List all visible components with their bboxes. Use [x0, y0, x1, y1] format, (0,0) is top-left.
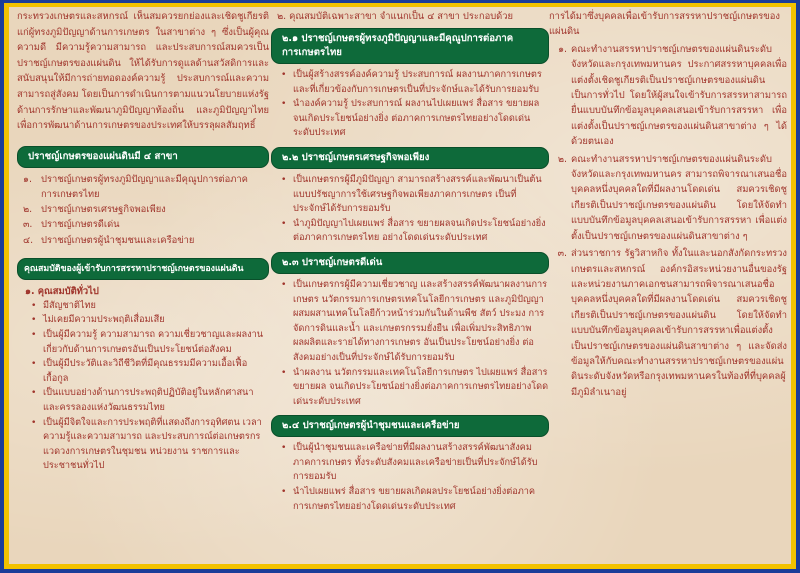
list-item: ๒. ปราชญ์เกษตรเศรษฐกิจพอเพียง	[23, 204, 166, 216]
branch-3-items	[271, 278, 549, 409]
brochure-page	[9, 7, 791, 564]
list-item: • เป็นเกษตรกรผู้มีความเชี่ยวชาญ และสร้างสรรค์พัฒนาผลงานการเกษตร นวัตกรรมการเกษตรเทคโนโลยีการเกษตร และภูมิปัญญาผสมผสานเทคโนโลยีก้าวหน้าร่วมกันในด้านพืช สัตว์ ประมง การจัดการดินและน้ำ และเกษตรกรรมยั่งยืน เพื่อเพิ่มประสิทธิภาพผลผลิตและรายได้ทางการเกษตร อันเป็นประโยชน์อย่างยิ่ง ต่อสังคมอย่างเป็นที่ประจักษ์ได้รับการยอมรับ	[281, 278, 548, 363]
branch-1-title: ๒.๑ ปราชญ์เกษตรผู้ทรงภูมิปัญญาและมีคุณูปการต่อภาคการเกษตรไทย	[271, 28, 549, 64]
general-qualifications-heading: ๑. คุณสมบัติทั่วไป	[25, 285, 99, 297]
list-item: • เป็นผู้มีจิตใจและการประพฤติที่แสดงถึงการอุทิศตน เวลา ความรู้และความสามารถ และประสบการณ์ต่อเกษตรกร แวดวงการเกษตรในชุมชน หน่วยงาน ราชการและประชาชนทั่วไป	[31, 416, 262, 472]
branches-list	[17, 172, 269, 248]
branch-qualifications-heading: ๒. คุณสมบัติเฉพาะสาขา จำแนกเป็น ๔ สาขา ประกอบด้วย	[277, 11, 514, 22]
list-item: • เป็นผู้นำชุมชนและเครือข่ายที่มีผลงานสร้างสรรค์พัฒนาสังคมภาคการเกษตร ทั้งระดับสังคมและเครือข่ายเป็นที่ประจักษ์ได้รับการยอมรับ	[281, 442, 538, 483]
list-item: • เป็นแบบอย่างด้านการประพฤติปฏิบัติอยู่ในหลักศาสนาและครรลองแห่งวัฒนธรรมไทย	[31, 387, 254, 413]
list-item: ๑. ปราชญ์เกษตรผู้ทรงภูมิปัญญาและมีคุณูปการต่อภาคการเกษตรไทย	[23, 173, 248, 200]
list-item: • ไม่เคยมีความประพฤติเสื่อมเสีย	[31, 314, 165, 326]
list-item: • มีสัญชาติไทย	[31, 299, 96, 311]
list-item: • นำไปเผยแพร่ สื่อสาร ขยายผลเกิดผลประโยชน์อย่างยิ่งต่อภาคการเกษตรไทยอย่างโดดเด่นระดับประเทศ	[281, 486, 536, 512]
list-item: • นำผลงาน นวัตกรรมและเทคโนโลยีการเกษตร ไปเผยแพร่ สื่อสาร ขยายผล จนเกิดประโยชน์อย่างยิ่งต่อภาคการเกษตรไทยอย่างโดดเด่นระดับประเทศ	[281, 366, 549, 407]
branches-title: ปราชญ์เกษตรของแผ่นดินมี ๔ สาขา	[17, 146, 269, 168]
column-1	[17, 7, 269, 474]
list-item: • เป็นผู้มีประวัติและวิถีชีวิตที่มีคุณธรรมมีความเอื้อเฟื้อเกื้อกูล	[31, 358, 248, 384]
intro-paragraph: กระทรวงเกษตรและสหกรณ์ เห็นสมควรยกย่องและเชิดชูเกียรติแก่ผู้ทรงภูมิปัญญาด้านการเกษตร ในสาขาต่าง ๆ ซึ่งเป็นผู้คุณความดี มีความรู้ความสามารถ และประสบการณ์สมควรเป็นปราชญ์เกษตรของแผ่นดิน ให้ได้รับการดูแลด้านสวัสดิการและสนับสนุนให้มีการถ่ายทอดองค์ความรู้ ประสบการณ์และความสามารถสู่สังคม โดยเป็นการดำเนินการตามแนวนโยบายแห่งรัฐด้านการรักษาและพัฒนาภูมิปัญญาท้องถิ่น และภูมิปัญญาไทย เพื่อการพัฒนาด้านการเกษตรของประเทศให้บรรลุผลสัมฤทธิ์	[17, 11, 270, 132]
branch-2-items	[271, 173, 549, 246]
list-item: • นำองค์ความรู้ ประสบการณ์ ผลงานไปเผยแพร่ สื่อสาร ขยายผลจนเกิดประโยชน์อย่างยิ่ง ต่อภาคการเกษตรไทยอย่างโดดเด่นระดับประเทศ	[281, 98, 540, 139]
branch-4-title: ๒.๔ ปราชญ์เกษตรผู้นำชุมชนและเครือข่าย	[271, 415, 549, 437]
list-item: • นำภูมิปัญญาไปเผยแพร่ สื่อสาร ขยายผลจนเกิดประโยชน์อย่างยิ่งต่อภาคการเกษตรไทย อย่างโดดเด่นระดับประเทศ	[281, 217, 546, 244]
list-item: ๒. คณะทำงานสรรหาปราชญ์เกษตรของแผ่นดินระดับจังหวัดและกรุงเทพมหานคร สามารถพิจารณาเสนอชื่อบุคคลหนึ่งบุคคลใดที่มีผลงานโดดเด่น สมควรเชิดชูเกียรติเป็นปราชญ์เกษตรของแผ่นดิน โดยให้จัดทำแบบบันทึกข้อมูลบุคคลเสนอเข้ารับการสรรหา เพื่อแต่งตั้งเป็นปราชญ์เกษตรของแผ่นดินสาขาต่าง ๆ	[557, 153, 787, 242]
branch-2-title: ๒.๒ ปราชญ์เกษตรเศรษฐกิจพอเพียง	[271, 147, 549, 169]
branch-1-items	[271, 68, 549, 141]
branch-4-items	[271, 441, 549, 514]
column-2	[271, 7, 549, 514]
list-item: • เป็นผู้มีความรู้ ความสามารถ ความเชี่ยวชาญและผลงานเกี่ยวกับด้านการเกษตรอันเป็นประโยชน์ต่อสังคม	[31, 328, 264, 355]
selection-heading: การได้มาซึ่งบุคคลเพื่อเข้ารับการสรรหาปราชญ์เกษตรของแผ่นดิน	[549, 11, 780, 38]
list-item: ๓. ปราชญ์เกษตรดีเด่น	[23, 219, 120, 231]
list-item: ๑. คณะทำงานสรรหาปราชญ์เกษตรของแผ่นดินระดับจังหวัดและกรุงเทพมหานคร ประกาศสรรหาบุคคลเพื่อแต่งตั้งเชิดชูเกียรติเป็นปราชญ์เกษตรของแผ่นดินเป็นการทั่วไป โดยให้ผู้สนใจเข้ารับการสรรหาสามารถยื่นแบบบันทึกข้อมูลบุคคลเสนอเข้ารับการสรรหา เพื่อแต่งตั้งเป็นปราชญ์เกษตรของแผ่นดินสาขาต่าง ๆ ได้ด้วยตนเอง	[558, 43, 787, 148]
list-item: ๓. ส่วนราชการ รัฐวิสาหกิจ ทั้งในและนอกสังกัดกระทรวงเกษตรและสหกรณ์ องค์กรอิสระหน่วยงานอื่นของรัฐ และหน่วยงานภาคเอกชนสามารถพิจารณาเสนอชื่อบุคคลหนึ่งบุคคลใดที่มีผลงานโดดเด่น สมควรเชิดชูเกียรติเป็นปราชญ์เกษตรของแผ่นดิน โดยให้จัดทำแบบบันทึกข้อมูลบุคคลเข้ารับการสรรหาเพื่อแต่งตั้งเป็นปราชญ์เกษตรของแผ่นดินสาขาต่าง ๆ และจัดส่งข้อมูลให้กับคณะทำงานสรรหาปราชญ์เกษตรของแผ่นดินระดับจังหวัดหรือกรุงเทพมหานครในท้องที่ที่บุคคลผู้มีภูมิลำเนาอยู่	[557, 248, 787, 398]
branch-3-title: ๒.๓ ปราชญ์เกษตรดีเด่น	[271, 252, 549, 274]
column-3	[549, 7, 787, 400]
qualifications-title: คุณสมบัติของผู้เข้ารับการสรรหาปราชญ์เกษตรของแผ่นดิน	[17, 258, 269, 280]
list-item: • เป็นผู้สร้างสรรค์องค์ความรู้ ประสบการณ์ ผลงานภาคการเกษตร และที่เกี่ยวข้องกับการเกษตรเป็นที่ประจักษ์และได้รับการยอมรับ	[281, 69, 542, 95]
list-item: ๔. ปราชญ์เกษตรผู้นำชุมชนและเครือข่าย	[23, 234, 195, 246]
list-item: • เป็นเกษตรกรผู้มีภูมิปัญญา สามารถสร้างสรรค์และพัฒนาเป็นต้นแบบปรัชญาการใช้เศรษฐกิจพอเพียงภาคการเกษตร เป็นที่ประจักษ์ได้รับการยอมรับ	[281, 173, 542, 215]
qualifications-list	[17, 299, 269, 474]
